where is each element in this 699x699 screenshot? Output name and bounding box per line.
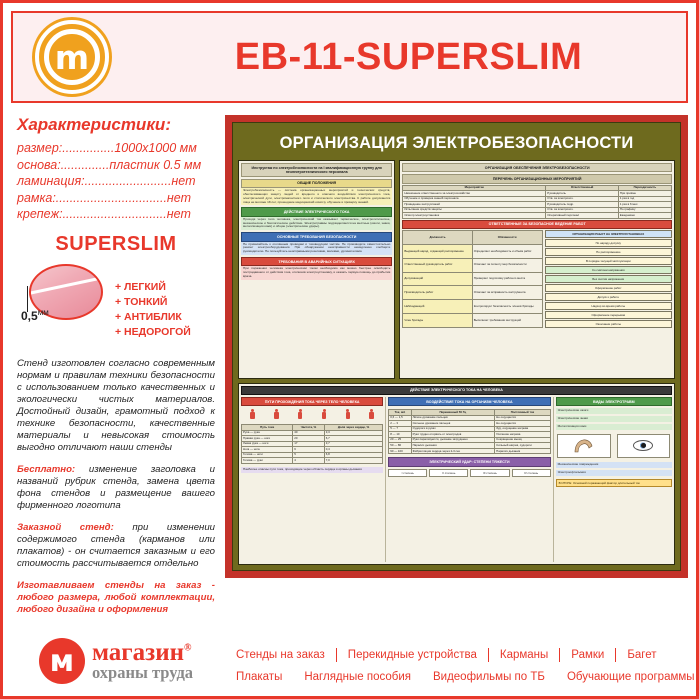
flow-node-2: По распоряжению: [545, 248, 672, 256]
cell: Отвечает за исправность инструмента: [472, 286, 542, 300]
cell: Постоянный ток: [495, 410, 551, 416]
panel-1-sec-4-head: ТРЕБОВАНИЯ В АВАРИЙНЫХ СИТУАЦИЯХ: [241, 257, 392, 266]
panel-1-sec-3-text: Не прикасайтесь к оголённым проводам и токоведущим частям. Не производите самостоятельно ремонт электрооборудования. При обнаружении неисправности немедленно сообщите руководителю. Не пользуйтесь неисправными розетками, вилками, удлинителями.: [243, 241, 391, 254]
cell: 5 — 7: [389, 426, 411, 432]
table-row: [403, 213, 672, 219]
cell: 2 — 3: [389, 421, 411, 427]
cell: 6: [293, 447, 325, 453]
nav-item-posters[interactable]: Плакаты: [236, 671, 283, 683]
panel-3-head: ДЕЙСТВИЕ ЭЛЕКТРИЧЕСКОГО ТОКА НА ЧЕЛОВЕКА: [241, 386, 672, 395]
thickness-diagram: [17, 264, 215, 348]
cell: Фибрилляция сердца через 2-3 сек: [411, 448, 495, 454]
cell: Определяет необходимость и объём работ: [472, 244, 542, 258]
cell: Выполняет требования инструкций: [472, 314, 542, 328]
panel-2-sub2: ОТВЕТСТВЕННЫЕ ЗА БЕЗОПАСНОЕ ВЕДЕНИЕ РАБОТ: [402, 220, 672, 229]
nav-row-2: [225, 670, 695, 684]
cell: 6,7: [324, 436, 382, 442]
description-paragraph-2: [17, 464, 215, 512]
cell: 0,4: [324, 447, 382, 453]
table-row: [403, 314, 542, 328]
flow-title: ОРГАНИЗАЦИЯ РАБОТ НА ЭЛЕКТРОУСТАНОВКАХ: [545, 230, 672, 238]
flow-node-10: Окончание работы: [545, 320, 672, 328]
table-row: [389, 448, 550, 454]
t1-h2: Периодичность: [618, 185, 671, 191]
cell: Голова — руки: [242, 458, 293, 464]
bullet-cheap: + НЕДОРОГОЙ: [115, 326, 191, 338]
thickness-unit: мм: [37, 308, 49, 317]
electrotrauma-item-1: Электрические ожоги: [556, 408, 672, 414]
cell: Доля через сердце, %: [324, 425, 382, 431]
cell: Рука — рука: [242, 430, 293, 436]
specs-title: Характеристики:: [17, 115, 171, 134]
electrotrauma-item-3: Металлизация кожи: [556, 424, 672, 430]
severity-step-2: II степень: [429, 469, 468, 477]
shop-logo: [17, 638, 215, 684]
people-figures: [241, 408, 383, 421]
table-row: [242, 458, 383, 464]
header: [11, 11, 688, 103]
thickness-value: [21, 308, 49, 323]
description-paragraph-1: Стенд изготовлен согласно современным нормам и правилам техники безопасности с использованием только качественных и экологически чистых материалов. Достойный дизайн, грамотный подход к технике безопасности, качественные материалы и невысокая стоимость выгодно отличают наши стенды: [17, 358, 215, 453]
cell: 0,6 — 1,5: [389, 415, 411, 421]
panel-3-mid-bars-caption: ЭЛЕКТРИЧЕСКИЙ УДАР: СТЕПЕНИ ТЯЖЕСТИ: [388, 457, 550, 466]
thickness-number: 0,5: [21, 309, 38, 323]
severity-step-3: III степень: [470, 469, 509, 477]
eye-icon: [633, 440, 653, 451]
nav-item-frames[interactable]: Рамки: [571, 649, 605, 661]
panel-3-right: [556, 397, 672, 562]
poster-board: [232, 122, 681, 571]
eye-illustration: [617, 434, 671, 458]
shop-name-word: магазин: [91, 639, 185, 667]
electrotrauma-item-5: Электроофтальмия: [556, 470, 672, 476]
cell: Ответственный руководитель работ: [403, 258, 472, 272]
nav-item-pockets[interactable]: Карманы: [499, 649, 549, 661]
panel-3-mid-caption: ВОЗДЕЙСТВИЕ ТОКА НА ОРГАНИЗМ ЧЕЛОВЕКА: [388, 397, 550, 406]
spec-line-base: основа:..............пластик 0.5 мм: [17, 157, 202, 172]
panel-divider: [385, 397, 386, 562]
header-title-box: [131, 13, 686, 101]
panel-3-left: [241, 397, 383, 562]
cell: Обучение и проверка знаний персонала: [403, 196, 546, 202]
cell: Голова — ноги: [242, 452, 293, 458]
cell: 20: [293, 436, 325, 442]
nav-item-custom-stands[interactable]: Стенды на заказ: [236, 649, 325, 661]
cell: Ток, мА: [389, 410, 411, 416]
cell: Сокращение мышц: [495, 437, 551, 443]
panel-3-right-caption: ВИДЫ ЭЛЕКТРОТРАВМ: [556, 397, 672, 406]
spec-line-frame: рамка:................................нет: [17, 190, 192, 205]
hand-injury-illustration: [557, 434, 611, 458]
shop-mark-icon: м: [39, 638, 85, 684]
cell: Паралич дыхания: [495, 448, 551, 454]
flow-node-6: Оформление работ: [545, 284, 672, 292]
custom-label: Заказной стенд:: [17, 521, 114, 533]
cell: 1 раз в 6 мес.: [618, 202, 671, 208]
bottom-nav: [225, 648, 695, 684]
cell: Правая рука — ноги: [242, 436, 293, 442]
cell: 5: [293, 452, 325, 458]
cell: Паралич дыхания: [411, 443, 495, 449]
custom-text: при изменении содержимого стенда (карманов или плакатов) - он считается заказным и его стоимость рассчитывается отдельно: [17, 521, 215, 569]
shop-logo-block: [17, 638, 215, 684]
shop-name-line2: охраны труда: [91, 663, 194, 683]
bullet-antiglare: + АНТИБЛИК: [115, 311, 182, 323]
spec-line-mount: крепеж:..............................нет: [17, 207, 191, 221]
t1-h0: Мероприятие: [403, 185, 546, 191]
electrotrauma-item-4: Механические повреждения: [556, 462, 672, 468]
panel-instruction[interactable]: [238, 160, 395, 379]
panel-3-left-foot: Наиболее опасны пути тока, проходящие через область сердца и органы дыхания: [241, 467, 383, 473]
cell: Ежедневно: [618, 213, 671, 219]
person-icon: [345, 409, 350, 420]
person-icon: [274, 409, 279, 420]
cell: 17: [293, 441, 325, 447]
person-icon: [298, 409, 303, 420]
shop-text: [92, 640, 193, 682]
cell: Нога — нога: [242, 447, 293, 453]
panel-2-head: ОРГАНИЗАЦИЯ ОБЕСПЕЧЕНИЯ ЭЛЕКТРОБЕЗОПАСНОСТИ: [402, 163, 672, 172]
panel-1-sec-2-text: Проходя через тело человека, электрический ток оказывает термическое, электролитическое, механическое и биологическое действие. Электротравмы подразделяются на местные (ожоги, знаки, металлизация кожи) и общие (электрические удары).: [243, 216, 391, 229]
spec-line-lamination: ламинация:.........................нет: [17, 174, 196, 188]
summary-warning: В ИТОГЕ: Основной поражающий фактор длительный ток: [556, 479, 672, 487]
person-icon: [250, 409, 255, 420]
nav-item-training-programs[interactable]: Обучающие программы: [566, 671, 695, 683]
logo-circle: [35, 20, 109, 94]
cell: 7,0: [324, 458, 382, 464]
nav-item-visual-aids[interactable]: Наглядные пособия: [304, 671, 411, 683]
nav-item-safety-videos[interactable]: Видеофильмы по ТБ: [432, 671, 545, 683]
flow-node-1: По наряду-допуску: [545, 239, 672, 247]
cell: 20 — 25: [389, 437, 411, 443]
logo-letter: m: [44, 29, 100, 85]
cell: Левая рука — ноги: [242, 441, 293, 447]
cell: Проведение инструктажей: [403, 202, 546, 208]
cell: Переменный 50 Гц: [411, 410, 495, 416]
t2-h1: Обязанности: [472, 231, 542, 245]
nav-item-baguette[interactable]: Багет: [627, 649, 657, 661]
flow-node-9: Оформление перерывов: [545, 311, 672, 319]
cell: Допускающий: [403, 272, 472, 286]
panel-2-flow: [545, 229, 672, 329]
cell: Путь тока: [242, 425, 293, 431]
cell: 40: [293, 430, 325, 436]
brand-logo: [13, 13, 131, 101]
cell: Проверяет подготовку рабочего места: [472, 272, 542, 286]
cell: Производитель работ: [403, 286, 472, 300]
description-paragraph-3: [17, 522, 215, 570]
free-label: Бесплатно:: [17, 463, 76, 475]
panel-1-sec-1-text: Электробезопасность — система организационных мероприятий и технических средств, обеспечивающих защиту людей от вредного и опасного воздействия электрического тока, электрической дуги, электромагнитного поля и статического электричества. К работе допускаются лица не моложе 18 лет, прошедшие медицинский осмотр, обучение и проверку знаний.: [243, 187, 391, 204]
cell: Руководитель: [546, 191, 619, 197]
feature-bullets: [115, 264, 191, 341]
flow-node-3: В порядке текущей эксплуатации: [545, 257, 672, 265]
flow-node-7: Допуск к работе: [545, 293, 672, 301]
cell: Наблюдающий: [403, 300, 472, 314]
panel-3-left-table: [241, 424, 383, 464]
cell: 50 — 80: [389, 443, 411, 449]
panel-1-sec-4-text: При поражении человека электрическим током необходимо как можно быстрее освободить пострадавшего от действия тока, отключив электроустановку, и оказать первую помощь до прибытия врача.: [243, 266, 391, 279]
cell: Контролирует безопасность членов бригады: [472, 300, 542, 314]
cell: Руководитель подр.: [546, 202, 619, 208]
severity-step-4: IV степень: [512, 469, 551, 477]
panel-3-left-caption: ПУТИ ПРОХОЖДЕНИЯ ТОКА ЧЕРЕЗ ТЕЛО ЧЕЛОВЕКА: [241, 397, 383, 406]
cell: Отв. за электрохоз.: [546, 196, 619, 202]
cell: Руки трудно оторвать от электродов: [411, 432, 495, 438]
cell: 4: [293, 458, 325, 464]
table-row: [403, 258, 542, 272]
table-row: [403, 272, 542, 286]
cell: 8 — 10: [389, 432, 411, 438]
panel-3-mid-table: [388, 409, 550, 454]
panel-3-middle: [388, 397, 550, 562]
brand-name: SUPERSLIM: [55, 233, 177, 255]
cell: При приёме: [618, 191, 671, 197]
cell: 3,7: [324, 441, 382, 447]
cell: По графику: [618, 207, 671, 213]
description-paragraph-4: [17, 580, 215, 616]
electrotrauma-item-2: Электрические знаки: [556, 416, 672, 422]
poster-grid: [238, 160, 675, 565]
cell: Зуд, ощущение нагрева: [495, 426, 551, 432]
bullet-thin: + ТОНКИЙ: [115, 296, 168, 308]
cell: Выдающий наряд, отдающий распоряжение: [403, 244, 472, 258]
cell: Сильное дрожание пальцев: [411, 421, 495, 427]
poster-title: ОРГАНИЗАЦИЯ ЭЛЕКТРОБЕЗОПАСНОСТИ: [279, 134, 634, 152]
poster-row-top: [238, 160, 675, 379]
registered-icon: ®: [184, 642, 192, 654]
cell: Оперативный персонал: [546, 213, 619, 219]
cell: Лёгкое дрожание пальцев: [411, 415, 495, 421]
panel-1-sec-2-head: ДЕЙСТВИЕ ЭЛЕКТРИЧЕСКОГО ТОКА: [241, 207, 392, 216]
cell: Испытание средств защиты: [403, 207, 546, 213]
free-text: изменение заголовка и названий рубрик стенда, замена цвета фона стендов и размещение вашего фирменного логотипа: [17, 463, 215, 511]
cell: Сильный нагрев, судороги: [495, 443, 551, 449]
panel-divider: [553, 397, 554, 562]
panel-current-effect[interactable]: [238, 383, 675, 565]
nav-item-flip-systems[interactable]: Перекидные устройства: [347, 649, 477, 661]
severity-step-1: I степень: [388, 469, 427, 477]
nav-row-1: [225, 648, 682, 662]
cell: 6,8: [324, 452, 382, 458]
cell: Отвечает за полноту мер безопасности: [472, 258, 542, 272]
order-text: Изготавливаем стенды на заказ - любого размера, любой комплектации, любого дизайна и оформления: [17, 579, 215, 615]
cell: Отв. за электрохоз.: [546, 207, 619, 213]
poster-row-bottom: [238, 383, 675, 565]
shop-name-line1: [92, 640, 193, 665]
panel-2-table-1: [402, 185, 672, 219]
cell: Судороги в руках: [411, 426, 495, 432]
poster-preview[interactable]: [225, 115, 688, 578]
bullet-light: + ЛЕГКИЙ: [115, 281, 166, 293]
spec-line-size: размер:...............1000х1000 мм: [17, 141, 197, 155]
cell: 3,3: [324, 430, 382, 436]
page-title: EB-11-SUPERSLIM: [234, 35, 583, 78]
t1-h1: Ответственный: [546, 185, 619, 191]
flow-node-4: Со снятием напряжения: [545, 266, 672, 274]
cell: Руки парализуются, дыхание затруднено: [411, 437, 495, 443]
cell: Усиление нагрева: [495, 432, 551, 438]
table-row: [403, 286, 542, 300]
thickness-illustration: [17, 264, 109, 348]
person-icon: [369, 409, 374, 420]
person-icon: [322, 409, 327, 420]
cell: Не ощущается: [495, 415, 551, 421]
panel-2-sub1: ПЕРЕЧЕНЬ ОРГАНИЗАЦИОННЫХ МЕРОПРИЯТИЙ: [402, 174, 672, 183]
panel-2-table-2: [402, 230, 542, 328]
cell: Не ощущается: [495, 421, 551, 427]
table-row: [403, 244, 542, 258]
t2-h0: Должность: [403, 231, 472, 245]
panel-1-head: Инструктаж по электробезопасности на I квалификационную группу для неэлектротехнического персонала: [241, 163, 392, 177]
cell: 1 раз в год: [618, 196, 671, 202]
cell: Частота, %: [293, 425, 325, 431]
panel-1-sec-1-head: ОБЩИЕ ПОЛОЖЕНИЯ: [241, 179, 392, 188]
table-row: [403, 300, 542, 314]
cell: Член бригады: [403, 314, 472, 328]
hand-icon: [569, 436, 599, 456]
panel-1-sec-3-head: ОСНОВНЫЕ ТРЕБОВАНИЯ БЕЗОПАСНОСТИ: [241, 232, 392, 241]
cell: Осмотр электроустановок: [403, 213, 546, 219]
cell: 90 — 100: [389, 448, 411, 454]
flow-node-8: Надзор во время работы: [545, 302, 672, 310]
flow-node-5: Без снятия напряжения: [545, 275, 672, 283]
cell: Назначение ответственного за электрохозяйство: [403, 191, 546, 197]
specs-panel: [17, 115, 215, 616]
panel-organization[interactable]: [399, 160, 675, 379]
